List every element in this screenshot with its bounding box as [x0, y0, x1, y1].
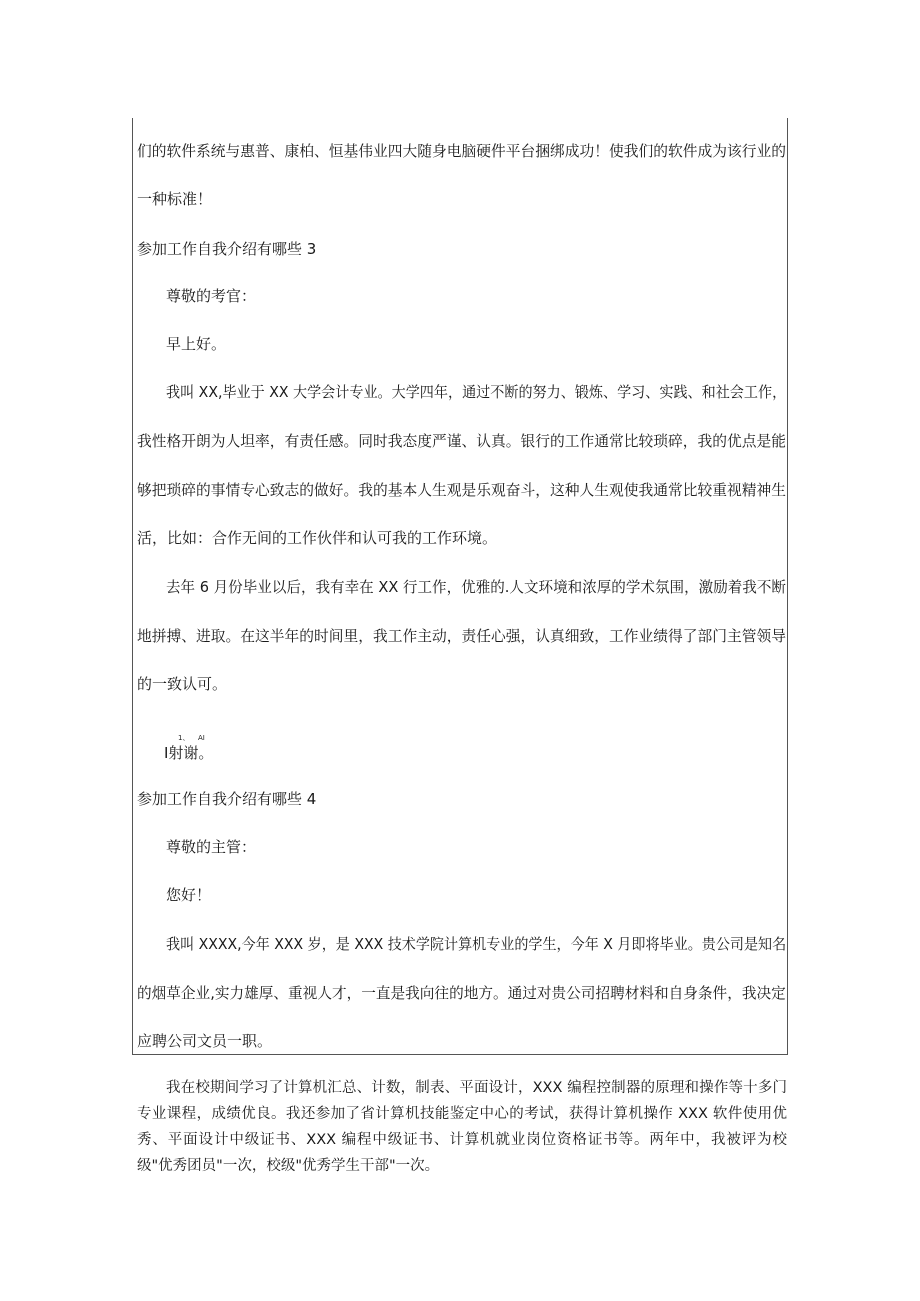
text-line: 我叫 XXXX,今年 XXX 岁，是 XXX 技术学院计算机专业的学生，今年 X 月即将毕业。贵公司是知名 [166, 935, 787, 953]
text-line: 够把琐碎的事情专心致志的做好。我的基本人生观是乐观奋斗，这种人生观使我通常比较重视精神生 [137, 481, 786, 499]
greeting: 早上好。 [166, 335, 227, 353]
text-line: 活，比如：合作无间的工作伙伴和认可我的工作环境。 [137, 529, 498, 547]
body-paragraph: 我在校期间学习了计算机汇总、计数，制表、平面设计，XXX 编程控制器的原理和操作等十多门专业课程，成绩优良。我还参加了省计算机技能鉴定中心的考试，获得计算机操作 XXX 软件使用优秀、平面设计中级证书、XXX 编程中级证书、计算机就业岗位资格证书等。两年中，我被评为校级"优秀团员"一次，校级"优秀学生干部"一次。 [137, 1080, 787, 1174]
text-line: 我性格开朗为人坦率，有责任感。同时我态度严谨、认真。银行的工作通常比较琐碎，我的优点是能 [137, 432, 786, 450]
text-line: 地拼搏、进取。在这半年的时间里，我工作主动，责任心强，认真细致，工作业绩得了部门主管领导 [137, 627, 786, 645]
closing-thanks: I射谢。 [164, 744, 214, 762]
text-line: 一种标准！ [137, 190, 213, 208]
text-line: 去年 6 月份毕业以后，我有幸在 XX 行工作，优雅的.人文环境和浓厚的学术氛围，激励着我不断 [166, 578, 786, 596]
salutation: 尊敬的考官： [166, 287, 257, 305]
text-line: 应聘公司文员一职。 [137, 1032, 273, 1050]
section-heading: 参加工作自我介绍有哪些 3 [137, 240, 317, 258]
stray-mark: 1、 [178, 734, 190, 742]
text-line: 我叫 XX,毕业于 XX 大学会计专业。大学四年，通过不断的努力、锻炼、学习、实践、和社会工作， [166, 383, 787, 401]
text-line: 们的软件系统与惠普、康柏、恒基伟业四大随身电脑硬件平台捆绑成功！使我们的软件成为该行业的 [137, 142, 786, 160]
text-line: 的一致认可。 [137, 675, 228, 693]
greeting: 您好！ [166, 886, 212, 904]
text-line: 的烟草企业,实力雄厚、重视人才，一直是我向往的地方。通过对贵公司招聘材料和自身条件，我决定 [137, 984, 786, 1002]
stray-mark: AI [198, 734, 205, 742]
salutation: 尊敬的主管： [166, 838, 257, 856]
section-heading: 参加工作自我介绍有哪些 4 [137, 790, 317, 808]
